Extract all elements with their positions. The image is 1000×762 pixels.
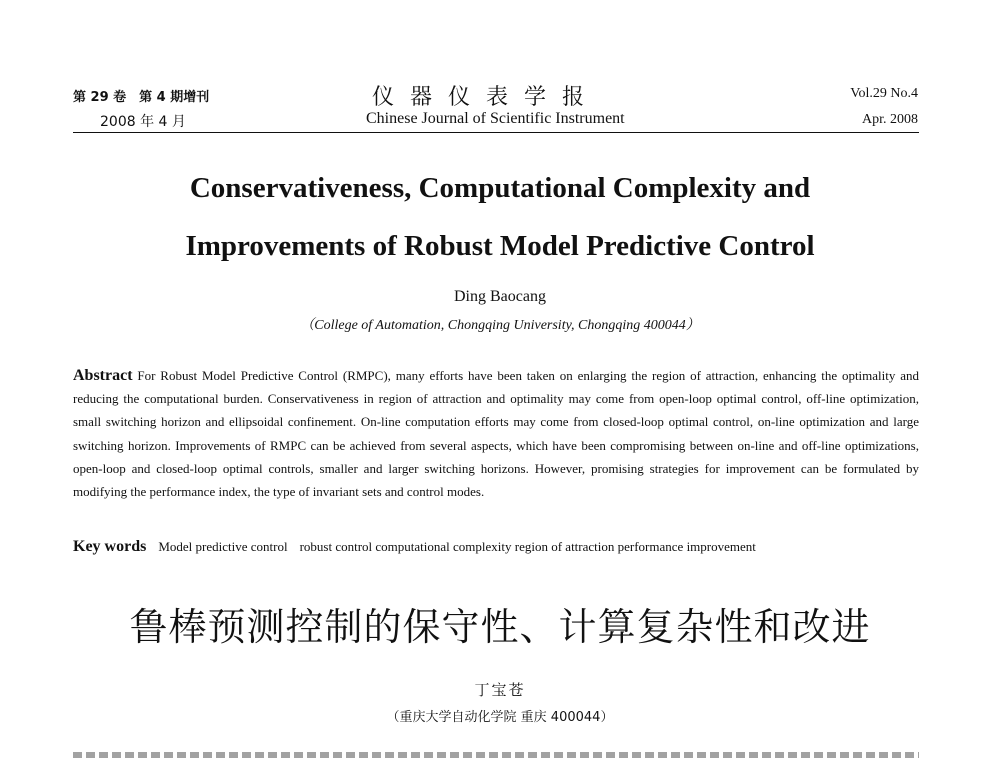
abstract-text: For Robust Model Predictive Control (RMPC), many efforts have been taken on enlarging the region of attraction, enhancing the optimality and reducing the computational burden. Conservativeness in region of attraction and optimality may come from open-loop optimal control, off-line optimization, small switching horizon and ellipsoidal confinement. On-line computation efforts may come from closed-loop optimal control, on-line optimization and large switching horizon. Improvements of RMPC can be achieved from several aspects, which have been compromising between on-line and off-line optimizations, open-loop and closed-loop optimal controls, smaller and larger switching horizons. However, promising strategies for improvement can be formulated by modifying the performance index, the type of invariant sets and control modes. (73, 368, 919, 500)
cropped-text-strip (73, 752, 919, 758)
journal-name-en: Chinese Journal of Scientific Instrument (366, 110, 625, 127)
keyword-item: Model predictive control (158, 539, 288, 554)
journal-date-cn: 2008 年 4 月 (100, 114, 186, 130)
keyword-item: robust control computational complexity region of attraction performance improvement (299, 539, 756, 554)
author-affiliation-cn: （重庆大学自动化学院 重庆 400044） (386, 710, 614, 725)
paper-title-cn: 鲁棒预测控制的保守性、计算复杂性和改进 (129, 605, 871, 649)
author-name-cn: 丁宝苍 (474, 681, 526, 699)
keywords-label: Key words (73, 538, 147, 555)
paper-title-line-2: Improvements of Robust Model Predictive Control (185, 230, 815, 262)
header-divider (73, 132, 919, 133)
journal-date-en: Apr. 2008 (862, 112, 918, 127)
keywords-line (73, 538, 919, 556)
abstract-paragraph (73, 364, 919, 503)
author-name: Ding Baocang (454, 288, 546, 305)
journal-volume-en: Vol.29 No.4 (850, 86, 918, 101)
abstract-label: Abstract (73, 367, 133, 384)
journal-volume-issue: 第 29 卷 第 4 期增刊 (73, 90, 210, 105)
paper-title-line-1: Conservativeness, Computational Complexity and (189, 172, 811, 204)
journal-name-cn: 仪器仪表学报 (372, 85, 601, 110)
author-affiliation: （College of Automation, Chongqing University, Chongqing 400044） (300, 318, 700, 333)
